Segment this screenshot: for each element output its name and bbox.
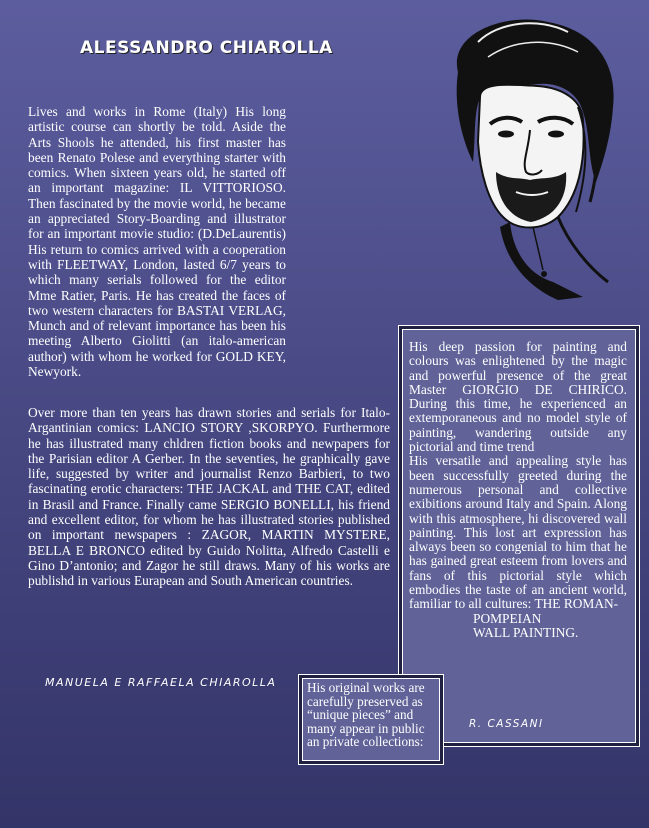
works-box [298, 674, 444, 765]
bio-text-part2: Over more than ten years has drawn stories and serials for Italo-Argantinian comics: LANCIO STORY ,SKORPYO. Furthermore he has illustrated many chldren fiction books and newpapers for the Parisian editor A Gerber. In the seventies, he graphically gave life, suggested by writer and journalist Renzo Barbieri, to two fascinating erotic characters: THE JACKAL and THE CAT, edited in Brasil and France. Finally came SERGIO BONELLI, his friend and excellent editor, for whom he has illustrated stories published on important newspapers : ZAGOR, MARTIN MYSTERE, BELLA E BRONCO edited by Guido Nolitta, Alfredo Castelli e Gino D’antonio; and Zagor he still draws. Many of his works are publishd in various Eurapean and South American countries. [28, 405, 390, 589]
critique-text: His deep passion for painting and colours was enlightened by the magic and powerful presence of the great Master GIORGIO DE CHIRICO. During this time, he experienced an extemporaneous and no model style of painting, wandering outside any pictorial and time trend His versatile and appealing style has been successfully greeted during the numerous personal and collective exibitions around Italy and Spain. Along with this atmosphere, hi discovered wall painting. This lost art expression has always been so congenial to him that he has gained great esteem from lovers and fans of this pictorial style which embodies the taste of an ancient world, familiar to all cultures: THE ROMAN- [409, 339, 627, 612]
portrait-sketch-icon [418, 12, 623, 304]
works-text: His original works are carefully preserved as “unique pieces” and many appear in public an private collections: [307, 680, 425, 750]
bio-signature: MANUELA E RAFFAELA CHIAROLLA [45, 676, 277, 689]
critique-text-end: POMPEIAN WALL PAINTING. [473, 610, 579, 640]
bio-text-part1: Lives and works in Rome (Italy) His long artistic course can shortly be told. Aside the Arts Shools he attended, his first master has been Renato Polese and everything starter with comics. When sixteen years old, he started off an important magazine: IL VITTORIOSO. Then fascinated by the movie world, he became an appreciated Story-Boarding and illustrator for an important movie studio: (D.DeLaurentis) His return to comics arrived with a cooperation with FLEETWAY, London, lasted 6/7 years to which many serials followed for the editor Mme Ratier, Paris. He has created the faces of two western characters for BASTAI VERLAG, Munch and of relevant importance has been his meeting Alberto Giolitti (an italo-american author) with whom he worked for GOLD KEY, Newyork. [28, 104, 286, 380]
critique-signature: R. CASSANI [469, 718, 544, 730]
page-title: ALESSANDRO CHIAROLLA [80, 38, 333, 58]
